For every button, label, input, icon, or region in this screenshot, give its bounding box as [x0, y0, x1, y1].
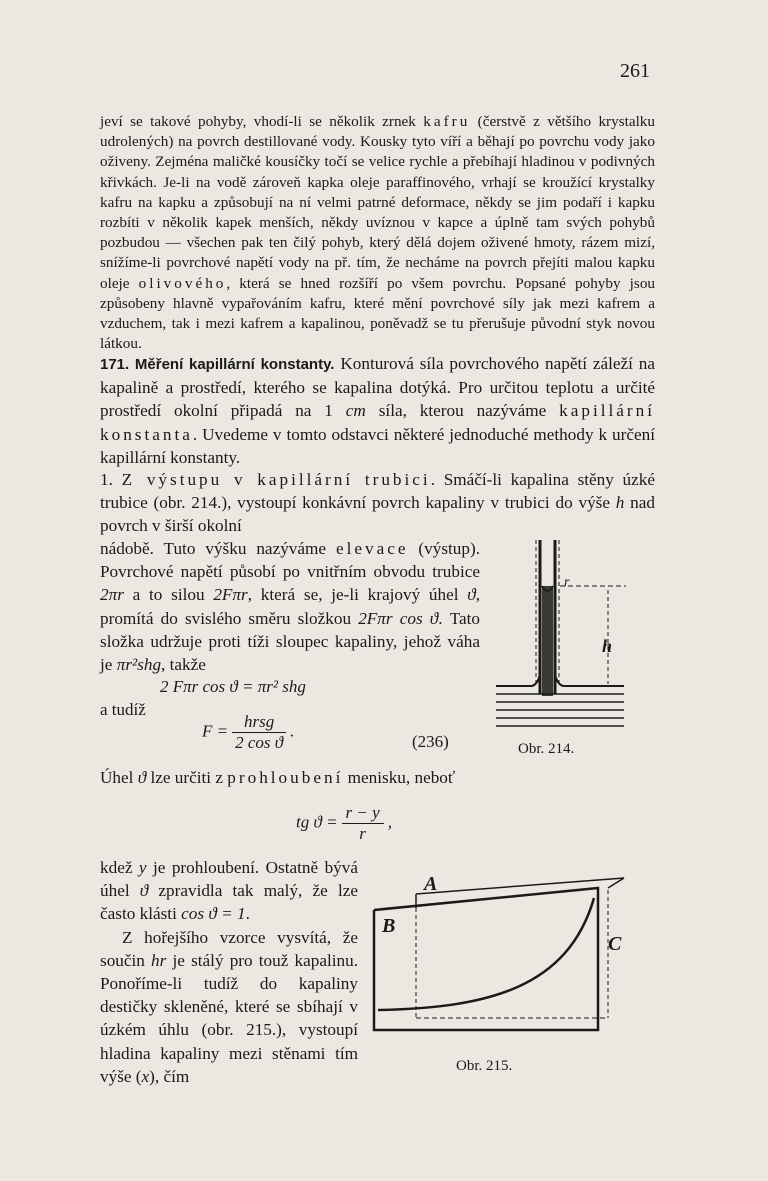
text-run: lze určiti z — [146, 768, 228, 787]
equation-lhs: tg ϑ = — [296, 812, 338, 832]
fraction — [342, 803, 384, 844]
section-171 — [100, 352, 655, 469]
math-theta: ϑ — [137, 768, 147, 787]
math-inline: hr — [151, 950, 167, 970]
spaced-term-prohloubeni: prohloubení — [227, 768, 344, 787]
spaced-term-elevace: elevace — [335, 539, 409, 558]
math-inline: ϑ — [467, 585, 476, 605]
text-run: a to silou — [123, 585, 214, 605]
text-run: Úhel — [100, 768, 138, 787]
math-theta: ϑ — [139, 881, 149, 901]
figure-215 — [368, 868, 628, 1048]
text-run: je prohloubení. Ostatně bývá úhel — [100, 858, 358, 901]
text-run: je stálý pro touž kapalinu. Ponoříme-li tudíž do kapaliny destičky skleněné, které se sbíhají v úzkém úhlu (obr. 215.), vystoupí hladina kapaliny mezi stěnami tím výše ( — [100, 950, 358, 1086]
text-run: (výstup). Povrchové napětí působí po vnitřním obvodu trubice — [100, 539, 480, 582]
text-run: Z hořejšího vzorce vysvítá, že součin — [100, 927, 358, 970]
lower-text — [100, 856, 358, 1088]
unit-cm: cm — [345, 401, 366, 421]
punct: . — [290, 721, 295, 741]
label-a: A — [424, 873, 438, 895]
denominator: 2 cos ϑ — [235, 733, 284, 752]
numerator: r − y — [342, 803, 384, 824]
math-y: y — [138, 858, 147, 877]
hyperbola-curve — [378, 898, 594, 1010]
spaced-term-olivoveho: olivového — [138, 274, 227, 292]
paragraph-plates — [100, 926, 358, 1088]
fraction — [232, 712, 286, 753]
label-b: B — [382, 915, 396, 937]
text-run: kdež — [100, 858, 139, 877]
math-inline: πr²shg — [116, 655, 162, 675]
spaced-term-kafru: kafru — [423, 113, 471, 130]
math-x: x — [141, 1066, 150, 1086]
figure-215-caption: Obr. 215. — [456, 1058, 513, 1074]
equation-force-balance: 2 Fπr cos ϑ = πr² shg — [160, 677, 306, 696]
equation-number: (236) — [412, 732, 449, 751]
text-run: (čerstvě z většího krystalku udrolených) na povrch destillované vody. Kousky tyto víří a běhají po povrchu vody jako oživeny. Zejména maličké kousíčky točí se velice rychle a přebíhají hladinou v podivných křivkách. Je-li na vodě zároveň kapka oleje paraffinového, vrhají se kroužící krystalky kafru na kapku a způsobují na ní velmi patrné deformace, někdy se jim podaří i kapku rozbíti v několik kapek menších, někdy uvíznou v kapce a úplně tam svých pohybů pozbudou — všechen pak ten čilý pohyb, který dělá dojem oživené hmoty, rázem mizí, snížíme-li povrchové napětí vody na př. tím, že necháme na povrch přejíti malou kapku oleje — [100, 113, 655, 292]
equation-236 — [202, 712, 294, 753]
spaced-method-title: Z výstupu v kapillární trubici — [121, 470, 431, 489]
spaced-term-capillary-constant: kapillární konstanta — [100, 401, 655, 444]
text-run: ), čím — [149, 1066, 190, 1086]
text-run: zpravidla tak malý, že lze často klásti — [100, 881, 358, 924]
label-c: C — [608, 933, 622, 955]
text-a-tudiz: a tudíž — [100, 700, 146, 719]
numerator: hrsg — [232, 712, 286, 733]
math-inline: 2πr — [100, 585, 124, 605]
label-r: r — [564, 575, 570, 590]
text-run: nad povrch v širší okolní — [100, 493, 655, 536]
label-h: h — [602, 636, 613, 656]
section-heading: 171. Měření kapillární konstanty. — [100, 356, 335, 373]
outer-surface-right — [555, 674, 624, 686]
method-1-text — [100, 537, 480, 676]
punct: , — [387, 812, 392, 832]
text-run: jeví se takové pohyby, vhodí-li se několik zrnek — [100, 113, 424, 130]
math-inline: 2Fπr cos ϑ — [358, 608, 439, 628]
method-1-intro — [100, 468, 655, 538]
liquid-column — [542, 586, 553, 696]
text-run: menisku, neboť — [343, 768, 456, 787]
page-number: 261 — [620, 60, 650, 82]
text-run: . Tato složka udržuje proti tíži sloupec kapaliny, jehož váha je — [100, 608, 480, 675]
text-run: , promítá do svislého směru složkou — [100, 585, 480, 628]
text-run: . — [245, 904, 250, 924]
paragraph-camphor — [100, 112, 655, 354]
math-h: h — [615, 493, 625, 513]
figure-214 — [490, 534, 630, 739]
text-run: , která se, je-li krajový úhel — [247, 585, 468, 605]
text-run: nádobě. Tuto výšku nazýváme — [100, 539, 336, 558]
text-run: 1. — [100, 470, 122, 489]
paragraph-angle — [100, 768, 655, 788]
plate-top-edge — [416, 878, 624, 894]
math-inline: 2Fπr — [213, 585, 248, 605]
text-run: , takže — [161, 655, 206, 675]
text-run: , která se hned rozšíří po všem povrchu. Popsané pohyby jsou způsobeny hlavně vypařováním kafru, které mění povrchové síly jak mezi kafrem a vzduchem, tak i mezi kafrem a kapalinou, poněvadž se tu přerušuje původní styk novou látkou. — [100, 274, 656, 353]
equation-tangent — [296, 803, 392, 844]
text-run: Konturová síla povrchového napětí záleží na kapalině a prostředí, kterého se kapalina dotýká. Pro určitou teplotu a určité prostředí okolní připadá na 1 — [100, 354, 655, 421]
paragraph-depth — [100, 856, 358, 926]
denominator: r — [359, 824, 366, 843]
text-run: síla, kterou nazýváme — [365, 401, 560, 421]
math-inline: cos ϑ = 1 — [181, 904, 246, 924]
equation-lhs: F = — [202, 721, 229, 741]
text-run: . Uvedeme v tomto odstavci některé jednoduché methody k určení kapillární konstanty. — [100, 424, 655, 467]
outer-surface-left — [496, 674, 540, 686]
text-run: . Smáčí-li kapalina stěny úzké trubice (obr. 214.), vystoupí konkávní povrch kapaliny v trubici do výše — [100, 470, 656, 513]
figure-214-caption: Obr. 214. — [518, 741, 575, 757]
